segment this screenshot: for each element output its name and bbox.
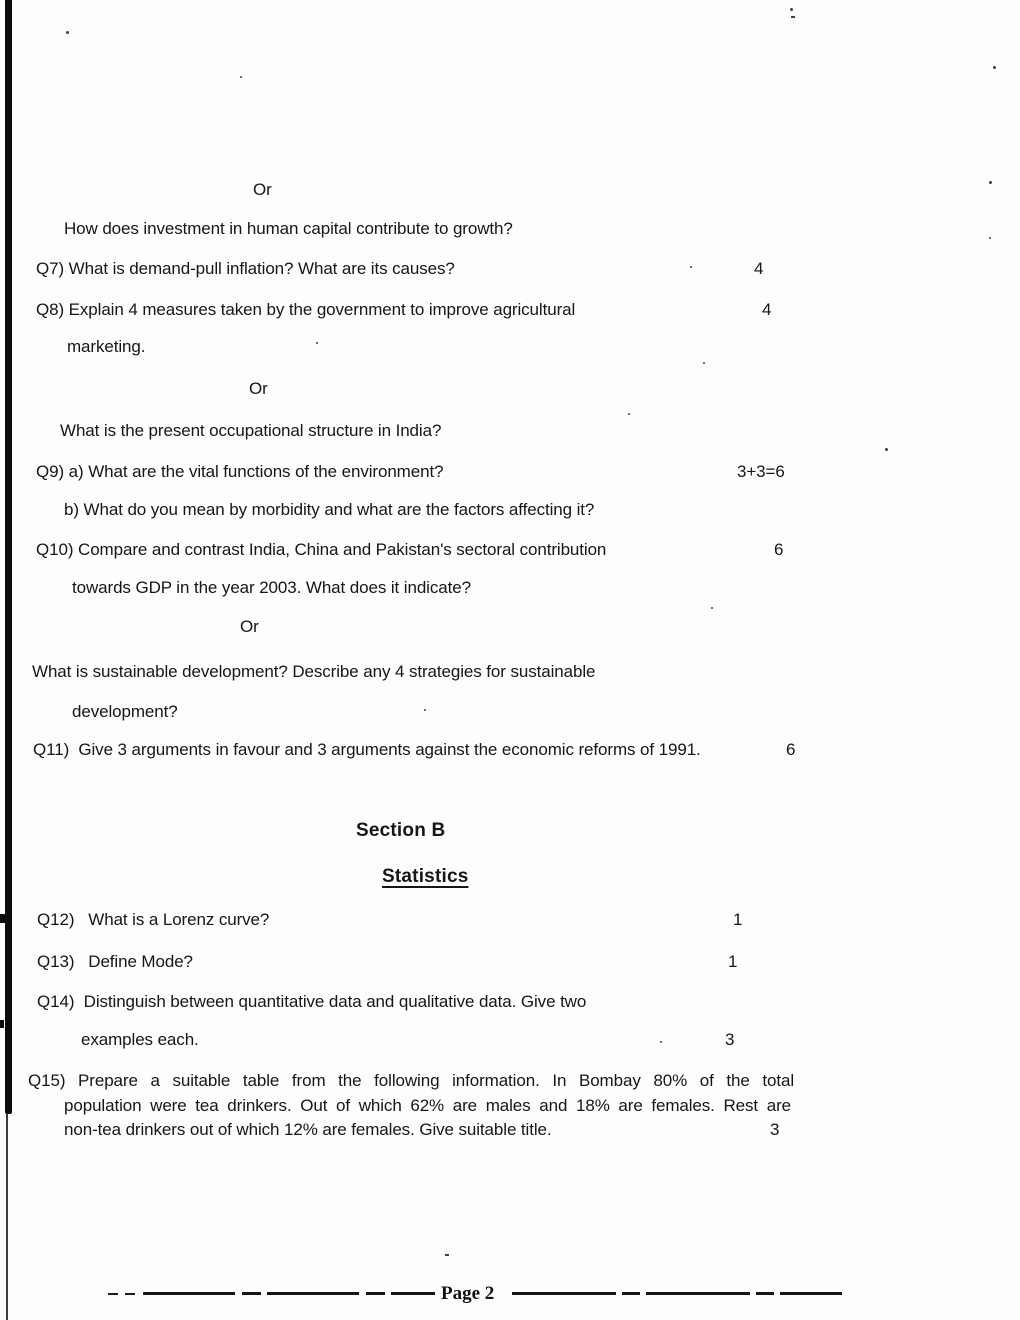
footer-rule-right <box>512 1292 842 1295</box>
scan-speck <box>791 16 795 18</box>
question-q15-line1: Q15) Prepare a suitable table from the following information. In Bombay 80% of the total <box>28 1071 794 1090</box>
marks-q12: 1 <box>733 910 743 929</box>
scan-speck <box>690 266 692 268</box>
or-separator: Or <box>240 617 259 636</box>
footer-dash-stub <box>108 1293 136 1295</box>
question-q15-line2: population were tea drinkers. Out of which 62% are males and 18% are females. Rest are <box>64 1096 791 1115</box>
or-separator: Or <box>249 379 268 398</box>
statistics-subheading: Statistics <box>382 866 469 887</box>
question-q12: Q12) What is a Lorenz curve? <box>37 910 270 929</box>
scan-speck <box>660 1041 662 1043</box>
marks-q11: 6 <box>786 740 796 759</box>
scan-speck <box>66 31 69 34</box>
marks-q15: 3 <box>770 1120 780 1139</box>
scan-speck <box>790 8 793 11</box>
scan-speck <box>885 448 888 451</box>
alt-question-sustainable-line1: What is sustainable development? Describe any 4 strategies for sustainable <box>32 662 596 681</box>
marks-q10: 6 <box>774 540 784 559</box>
alt-question-human-capital: How does investment in human capital contribute to growth? <box>64 219 513 238</box>
scan-speck <box>445 1254 449 1256</box>
marks-q7: 4 <box>754 259 764 278</box>
question-q11: Q11) Give 3 arguments in favour and 3 arguments against the economic reforms of 1991. <box>33 740 701 759</box>
question-q13: Q13) Define Mode? <box>37 952 193 971</box>
scan-speck <box>424 709 426 711</box>
question-q8-line2: marketing. <box>67 337 146 356</box>
page-footer <box>0 1276 1020 1312</box>
question-q10-line1: Q10) Compare and contrast India, China and Pakistan's sectoral contribution <box>36 540 607 559</box>
marks-q13: 1 <box>728 952 738 971</box>
scan-speck <box>989 181 992 184</box>
page-number: Page 2 <box>441 1283 495 1304</box>
scan-speck <box>993 66 996 69</box>
footer-rule-left <box>143 1292 435 1295</box>
question-q14-line1: Q14) Distinguish between quantitative data and qualitative data. Give two <box>37 992 587 1011</box>
marks-q8: 4 <box>762 300 772 319</box>
scan-speck <box>316 342 318 344</box>
scan-speck <box>240 76 242 78</box>
scan-edge-bar <box>5 0 12 1114</box>
marks-q9: 3+3=6 <box>737 462 785 481</box>
section-b-heading: Section B <box>356 820 446 841</box>
or-separator: Or <box>253 180 272 199</box>
alt-question-occupational-structure: What is the present occupational structure in India? <box>60 421 442 440</box>
question-q10-line2: towards GDP in the year 2003. What does it indicate? <box>72 578 471 597</box>
alt-question-sustainable-line2: development? <box>72 702 178 721</box>
scan-speck <box>989 237 991 239</box>
question-q8-line1: Q8) Explain 4 measures taken by the government to improve agricultural <box>36 300 576 319</box>
scan-speck <box>703 362 705 364</box>
scan-edge-tick <box>0 914 5 923</box>
scan-speck <box>711 607 713 609</box>
scan-speck <box>628 413 630 415</box>
question-q15-line3: non-tea drinkers out of which 12% are females. Give suitable title. <box>64 1120 552 1139</box>
question-q14-line2: examples each. <box>81 1030 199 1049</box>
question-q7: Q7) What is demand-pull inflation? What are its causes? <box>36 259 455 278</box>
scan-edge-tick <box>0 1020 4 1028</box>
question-q9b: b) What do you mean by morbidity and what are the factors affecting it? <box>64 500 595 519</box>
marks-q14: 3 <box>725 1030 735 1049</box>
question-q9a: Q9) a) What are the vital functions of the environment? <box>36 462 444 481</box>
